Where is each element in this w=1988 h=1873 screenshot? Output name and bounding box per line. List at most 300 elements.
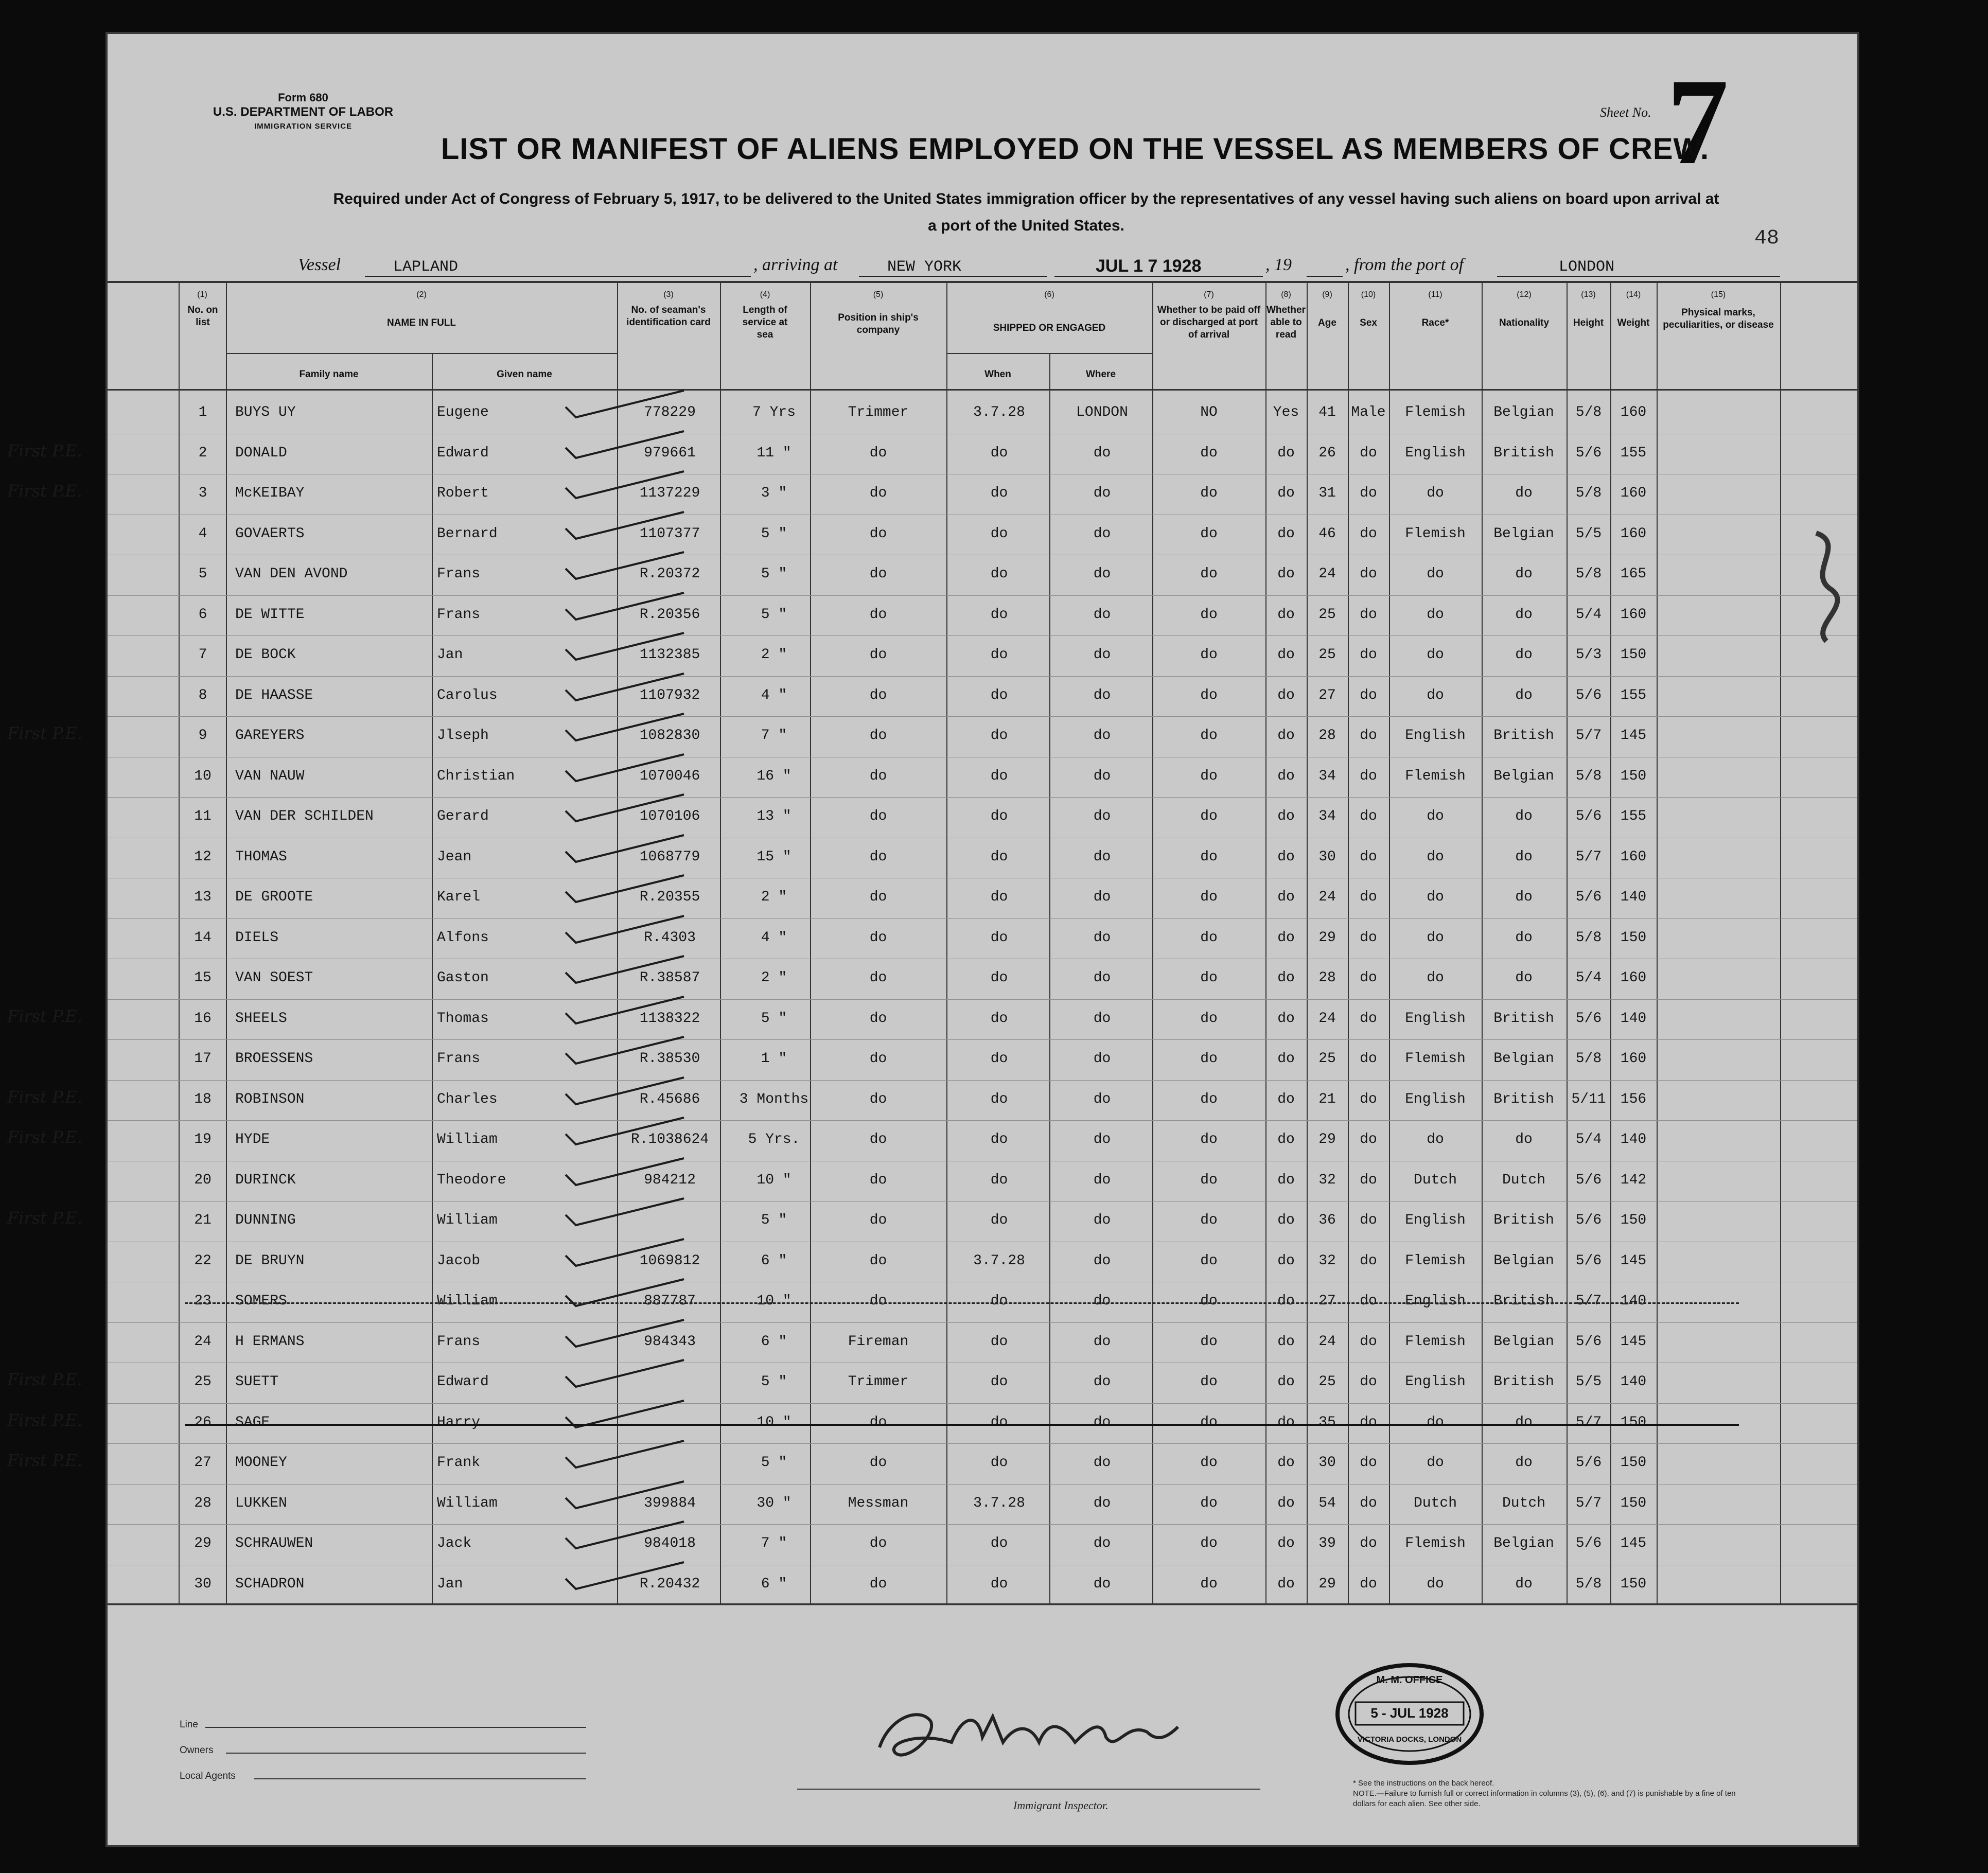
table-row <box>108 960 1857 1000</box>
arrival-date-line <box>1054 255 1263 277</box>
cell-no: 17 <box>194 1051 212 1067</box>
footer-note-2: NOTE.—Failure to furnish full or correct information in columns (3), (5), (6), and (7) is punishable by a fine of ten dollars for each alien. See other side. <box>1353 1789 1736 1808</box>
table-row <box>108 637 1857 677</box>
cell-service: 7 " <box>761 728 787 744</box>
cell-read: do <box>1277 1374 1295 1390</box>
col-header-length-of-service: Length of service at sea <box>742 305 788 340</box>
cell-race: English <box>1405 1010 1466 1027</box>
cell-height: 5/8 <box>1575 929 1602 946</box>
cell-where: do <box>1093 808 1111 824</box>
cell-height: 5/6 <box>1575 1172 1602 1188</box>
cell-family: DUNNING <box>235 1212 296 1228</box>
col-header-family-name: Family name <box>299 369 359 380</box>
cell-height: 5/7 <box>1575 1495 1602 1511</box>
cell-height: 5/7 <box>1575 1293 1602 1309</box>
cell-card: 1070046 <box>639 768 700 784</box>
cell-where: do <box>1093 445 1111 461</box>
cell-given: Edward <box>437 1374 489 1390</box>
cell-given: Frank <box>437 1455 481 1471</box>
cell-given: Gaston <box>437 970 489 986</box>
cell-race: do <box>1427 566 1444 582</box>
mm-office-stamp <box>1332 1660 1487 1768</box>
table-row <box>108 798 1857 838</box>
cell-age: 27 <box>1318 687 1336 703</box>
cell-race: Flemish <box>1405 1535 1466 1551</box>
cell-when: do <box>990 485 1008 501</box>
cell-card: R.4303 <box>644 929 696 946</box>
cell-age: 36 <box>1318 1212 1336 1228</box>
cell-height: 5/6 <box>1575 1212 1602 1228</box>
cell-age: 28 <box>1318 728 1336 744</box>
row-strike-through-dashed <box>185 1302 1739 1304</box>
cell-when: do <box>990 1212 1008 1228</box>
cell-read: do <box>1277 445 1295 461</box>
cell-sex: do <box>1360 1091 1377 1107</box>
cell-height: 5/4 <box>1575 970 1602 986</box>
cell-card: R.45686 <box>639 1091 700 1107</box>
cell-race: do <box>1427 647 1444 663</box>
cell-card: 984343 <box>644 1333 696 1350</box>
cell-sex: do <box>1360 1132 1377 1147</box>
table-row <box>108 1485 1857 1525</box>
vessel-label: Vessel <box>298 255 341 274</box>
cell-position: do <box>869 768 887 784</box>
cell-race: do <box>1427 485 1444 501</box>
cell-sex: do <box>1360 889 1377 905</box>
cell-read: do <box>1277 889 1295 905</box>
inspector-check-mark <box>560 1235 694 1271</box>
cell-service: 5 " <box>761 1010 787 1027</box>
cell-given: Edward <box>437 445 489 461</box>
inspector-check-mark <box>560 1316 694 1352</box>
vessel-name-line <box>365 255 751 277</box>
cell-paid: NO <box>1200 404 1218 420</box>
cell-family: DURINCK <box>235 1172 296 1188</box>
cell-nationality: do <box>1515 1414 1533 1430</box>
cell-weight: 140 <box>1620 1293 1647 1309</box>
cell-when: do <box>990 970 1008 986</box>
cell-weight: 160 <box>1620 485 1647 501</box>
cell-age: 41 <box>1318 404 1336 420</box>
cell-no: 21 <box>194 1212 212 1228</box>
cell-nationality: British <box>1493 445 1554 461</box>
cell-sex: do <box>1360 1414 1377 1430</box>
cell-when: do <box>990 647 1008 663</box>
cell-sex: do <box>1360 525 1377 542</box>
cell-height: 5/8 <box>1575 404 1602 420</box>
cell-card: 1132385 <box>639 647 700 663</box>
cell-read: do <box>1277 970 1295 986</box>
cell-nationality: British <box>1493 1212 1554 1228</box>
margin-note-first-pe: First P.E. <box>7 723 82 743</box>
inspector-check-mark <box>560 427 694 463</box>
local-agents-label: Local Agents <box>180 1771 236 1781</box>
cell-position: Trimmer <box>848 404 909 420</box>
inspector-check-mark <box>560 1033 694 1069</box>
col-7-number: (7) <box>1204 290 1214 299</box>
cell-paid: do <box>1200 485 1218 501</box>
inspector-signature-line <box>797 1789 1260 1790</box>
cell-card: R.20355 <box>639 889 700 905</box>
cell-no: 11 <box>194 808 212 824</box>
cell-service: 16 " <box>757 768 791 784</box>
cell-service: 1 " <box>761 1051 787 1067</box>
cell-height: 5/7 <box>1575 1414 1602 1430</box>
cell-race: do <box>1427 929 1444 946</box>
cell-where: do <box>1093 1333 1111 1350</box>
cell-where: do <box>1093 687 1111 703</box>
cell-nationality: do <box>1515 687 1533 703</box>
col-header-sex: Sex <box>1360 317 1377 328</box>
cell-weight: 155 <box>1620 445 1647 461</box>
col-13-number: (13) <box>1581 290 1596 299</box>
cell-position: do <box>869 606 887 623</box>
col-header-given-name: Given name <box>497 369 552 380</box>
cell-no: 10 <box>194 768 212 784</box>
cell-position: do <box>869 1212 887 1228</box>
cell-family: SCHADRON <box>235 1576 305 1592</box>
cell-read: do <box>1277 606 1295 623</box>
cell-position: do <box>869 1132 887 1147</box>
cell-sex: do <box>1360 1535 1377 1551</box>
cell-position: do <box>869 808 887 824</box>
cell-service: 3 " <box>761 485 787 501</box>
cell-family: H ERMANS <box>235 1333 305 1350</box>
cell-nationality: Belgian <box>1493 1051 1554 1067</box>
cell-height: 5/4 <box>1575 1132 1602 1147</box>
row-rule <box>108 1524 1857 1525</box>
inspector-check-mark <box>560 831 694 867</box>
cell-family: McKEIBAY <box>235 485 305 501</box>
cell-family: MOONEY <box>235 1455 287 1471</box>
table-row <box>108 516 1857 556</box>
table-row <box>7 475 1857 515</box>
cell-age: 24 <box>1318 566 1336 582</box>
row-rule <box>108 1443 1857 1444</box>
cell-no: 27 <box>194 1455 212 1471</box>
cell-service: 5 " <box>761 525 787 542</box>
cell-given: Jean <box>437 849 472 865</box>
cell-where: do <box>1093 1293 1111 1309</box>
inspector-check-mark <box>560 629 694 665</box>
cell-read: do <box>1277 1535 1295 1551</box>
cell-read: do <box>1277 1132 1295 1147</box>
cell-where: do <box>1093 1495 1111 1511</box>
cell-age: 25 <box>1318 647 1336 663</box>
table-row <box>108 1323 1857 1364</box>
row-rule <box>108 1080 1857 1081</box>
cell-read: do <box>1277 728 1295 744</box>
page-subtitle <box>241 186 1811 239</box>
cell-when: do <box>990 1172 1008 1188</box>
cell-race: Flemish <box>1405 404 1466 420</box>
col-header-where: Where <box>1085 369 1116 380</box>
cell-sex: do <box>1360 445 1377 461</box>
cell-sex: do <box>1360 1051 1377 1067</box>
cell-race: do <box>1427 889 1444 905</box>
cell-read: Yes <box>1273 404 1299 420</box>
cell-read: do <box>1277 1293 1295 1309</box>
cell-race: do <box>1427 1576 1444 1592</box>
inspector-check-mark <box>560 993 694 1029</box>
cell-weight: 150 <box>1620 929 1647 946</box>
col-header-height: Height <box>1573 317 1604 328</box>
cell-position: do <box>869 1172 887 1188</box>
subtitle-line-2: a port of the United States. <box>928 217 1124 234</box>
cell-race: do <box>1427 849 1444 865</box>
inspector-check-mark <box>560 1275 694 1311</box>
local-agents-field <box>254 1778 586 1779</box>
cell-when: do <box>990 849 1008 865</box>
cell-read: do <box>1277 1333 1295 1350</box>
cell-where: do <box>1093 1172 1111 1188</box>
cell-where: do <box>1093 1051 1111 1067</box>
cell-paid: do <box>1200 889 1218 905</box>
cell-family: GAREYERS <box>235 728 305 744</box>
cell-position: Trimmer <box>848 1374 909 1390</box>
cell-when: do <box>990 1455 1008 1471</box>
cell-sex: do <box>1360 1495 1377 1511</box>
cell-when: 3.7.28 <box>973 1495 1025 1511</box>
cell-family: VAN SOEST <box>235 970 313 986</box>
cell-age: 24 <box>1318 1010 1336 1027</box>
cell-no: 3 <box>198 485 207 501</box>
cell-service: 11 " <box>757 445 791 461</box>
table-row <box>108 556 1857 596</box>
cell-race: English <box>1405 445 1466 461</box>
cell-nationality: do <box>1515 929 1533 946</box>
stamp-date: 5 - JUL 1928 <box>1370 1705 1449 1721</box>
cell-sex: do <box>1360 606 1377 623</box>
cell-nationality: do <box>1515 808 1533 824</box>
sheet-number-label: Sheet No. <box>1600 105 1651 120</box>
cell-position: do <box>869 1010 887 1027</box>
cell-age: 35 <box>1318 1414 1336 1430</box>
cell-service: 7 Yrs <box>752 404 796 420</box>
cell-no: 22 <box>194 1252 212 1269</box>
cell-where: do <box>1093 1132 1111 1147</box>
cell-no: 26 <box>194 1414 212 1430</box>
cell-family: SAGE <box>235 1414 270 1430</box>
cell-given: Jlseph <box>437 728 489 744</box>
row-rule <box>108 595 1857 596</box>
stamp-top-text: M. M. OFFICE <box>1376 1674 1443 1686</box>
table-row <box>7 1404 1857 1444</box>
inspector-check-mark <box>560 1194 694 1230</box>
service-name: IMMIGRATION SERVICE <box>254 122 353 131</box>
cell-race: do <box>1427 687 1444 703</box>
cell-height: 5/11 <box>1571 1091 1606 1107</box>
cell-nationality: Belgian <box>1493 525 1554 542</box>
cell-read: do <box>1277 1414 1295 1430</box>
cell-paid: do <box>1200 1132 1218 1147</box>
cell-weight: 165 <box>1620 566 1647 582</box>
col-header-age: Age <box>1318 317 1336 328</box>
cell-where: do <box>1093 1576 1111 1592</box>
cell-height: 5/8 <box>1575 1576 1602 1592</box>
inspector-check-mark <box>560 952 694 988</box>
table-row <box>7 717 1857 757</box>
cell-no: 24 <box>194 1333 212 1350</box>
cell-height: 5/5 <box>1575 1374 1602 1390</box>
cell-weight: 145 <box>1620 1252 1647 1269</box>
cell-height: 5/8 <box>1575 768 1602 784</box>
cell-height: 5/8 <box>1575 566 1602 582</box>
cell-where: do <box>1093 1374 1111 1390</box>
cell-age: 34 <box>1318 768 1336 784</box>
cell-sex: do <box>1360 687 1377 703</box>
cell-position: do <box>869 929 887 946</box>
cell-service: 30 " <box>757 1495 791 1511</box>
cell-card: 1082830 <box>639 728 700 744</box>
table-row <box>7 1444 1857 1485</box>
inspector-check-mark <box>560 1154 694 1190</box>
cell-race: Flemish <box>1405 1252 1466 1269</box>
cell-read: do <box>1277 1172 1295 1188</box>
cell-weight: 140 <box>1620 1132 1647 1147</box>
col-header-name-in-full: NAME IN FULL <box>386 317 456 328</box>
table-row <box>7 1121 1857 1161</box>
cell-paid: do <box>1200 1051 1218 1067</box>
cell-given: Christian <box>437 768 515 784</box>
cell-sex: do <box>1360 1374 1377 1390</box>
owners-field <box>226 1753 586 1754</box>
cell-card: R.20356 <box>639 606 700 623</box>
cell-service: 5 " <box>761 1455 787 1471</box>
col-header-nationality: Nationality <box>1499 317 1550 328</box>
cell-read: do <box>1277 768 1295 784</box>
table-row <box>7 1364 1857 1404</box>
cell-when: do <box>990 687 1008 703</box>
col-header-no-on-list: No. on list <box>187 305 218 328</box>
owners-label: Owners <box>180 1745 214 1756</box>
cell-family: DE HAASSE <box>235 687 313 703</box>
cell-card: R.20372 <box>639 566 700 582</box>
cell-where: do <box>1093 485 1111 501</box>
col-4-number: (4) <box>760 290 770 299</box>
cell-weight: 155 <box>1620 687 1647 703</box>
inspector-check-mark <box>560 1517 694 1553</box>
cell-no: 5 <box>198 566 207 582</box>
cell-nationality: Belgian <box>1493 404 1554 420</box>
cell-sex: do <box>1360 1293 1377 1309</box>
cell-family: DE BOCK <box>235 647 296 663</box>
cell-age: 46 <box>1318 525 1336 542</box>
cell-no: 29 <box>194 1535 212 1551</box>
cell-service: 2 " <box>761 970 787 986</box>
cell-no: 18 <box>194 1091 212 1107</box>
cell-age: 32 <box>1318 1172 1336 1188</box>
cell-sex: do <box>1360 1455 1377 1471</box>
cell-service: 5 " <box>761 566 787 582</box>
cell-sex: do <box>1360 849 1377 865</box>
cell-weight: 140 <box>1620 1010 1647 1027</box>
cell-given: Frans <box>437 566 481 582</box>
cell-height: 5/7 <box>1575 728 1602 744</box>
cell-position: do <box>869 566 887 582</box>
cell-no: 13 <box>194 889 212 905</box>
col-3-number: (3) <box>663 290 674 299</box>
stamp-bottom-text: VICTORIA DOCKS, LONDON <box>1357 1735 1462 1744</box>
cell-nationality: do <box>1515 1455 1533 1471</box>
cell-where: do <box>1093 970 1111 986</box>
cell-service: 7 " <box>761 1535 787 1551</box>
line-field <box>205 1727 586 1728</box>
margin-note-first-pe: First P.E. <box>7 481 82 501</box>
cell-family: DIELS <box>235 929 279 946</box>
cell-given: Alfons <box>437 929 489 946</box>
table-row <box>7 435 1857 475</box>
cell-family: GOVAERTS <box>235 525 305 542</box>
table-row <box>108 677 1857 717</box>
table-row <box>108 1525 1857 1565</box>
cell-card: 887787 <box>644 1293 696 1309</box>
cell-family: SHEELS <box>235 1010 287 1027</box>
cell-position: do <box>869 849 887 865</box>
cell-height: 5/6 <box>1575 808 1602 824</box>
cell-sex: do <box>1360 1212 1377 1228</box>
cell-family: SCHRAUWEN <box>235 1535 313 1551</box>
cell-weight: 145 <box>1620 728 1647 744</box>
cell-nationality: do <box>1515 647 1533 663</box>
cell-paid: do <box>1200 1333 1218 1350</box>
from-port-label: , from the port of <box>1345 255 1464 274</box>
cell-weight: 160 <box>1620 970 1647 986</box>
cell-weight: 150 <box>1620 1495 1647 1511</box>
cell-paid: do <box>1200 1414 1218 1430</box>
cell-nationality: do <box>1515 849 1533 865</box>
cell-race: English <box>1405 1212 1466 1228</box>
margin-note-first-pe: First P.E. <box>7 1006 82 1026</box>
cell-no: 20 <box>194 1172 212 1188</box>
cell-read: do <box>1277 1252 1295 1269</box>
cell-service: 5 " <box>761 606 787 623</box>
cell-race: English <box>1405 1374 1466 1390</box>
col-6-number: (6) <box>1044 290 1054 299</box>
from-port: LONDON <box>1559 258 1615 276</box>
cell-given: Frans <box>437 1333 481 1350</box>
cell-sex: do <box>1360 970 1377 986</box>
cell-read: do <box>1277 1010 1295 1027</box>
cell-family: HYDE <box>235 1132 270 1147</box>
cell-when: do <box>990 768 1008 784</box>
cell-no: 16 <box>194 1010 212 1027</box>
cell-family: BUYS UY <box>235 404 296 420</box>
cell-when: do <box>990 1132 1008 1147</box>
cell-age: 30 <box>1318 1455 1336 1471</box>
cell-sex: do <box>1360 808 1377 824</box>
cell-nationality: British <box>1493 1091 1554 1107</box>
cell-read: do <box>1277 1051 1295 1067</box>
cell-given: Charles <box>437 1091 498 1107</box>
table-row <box>108 879 1857 919</box>
cell-height: 5/6 <box>1575 687 1602 703</box>
cell-given: Carolus <box>437 687 498 703</box>
cell-service: 6 " <box>761 1252 787 1269</box>
cell-given: Frans <box>437 1051 481 1067</box>
table-row <box>108 920 1857 960</box>
row-rule <box>108 1403 1857 1404</box>
cell-given: Robert <box>437 485 489 501</box>
cell-family: BROESSENS <box>235 1051 313 1067</box>
line-label: Line <box>180 1719 198 1730</box>
cell-nationality: do <box>1515 606 1533 623</box>
cell-race: do <box>1427 1455 1444 1471</box>
cell-given: Jan <box>437 647 463 663</box>
cell-age: 39 <box>1318 1535 1336 1551</box>
col-5-number: (5) <box>873 290 884 299</box>
row-rule <box>108 716 1857 717</box>
